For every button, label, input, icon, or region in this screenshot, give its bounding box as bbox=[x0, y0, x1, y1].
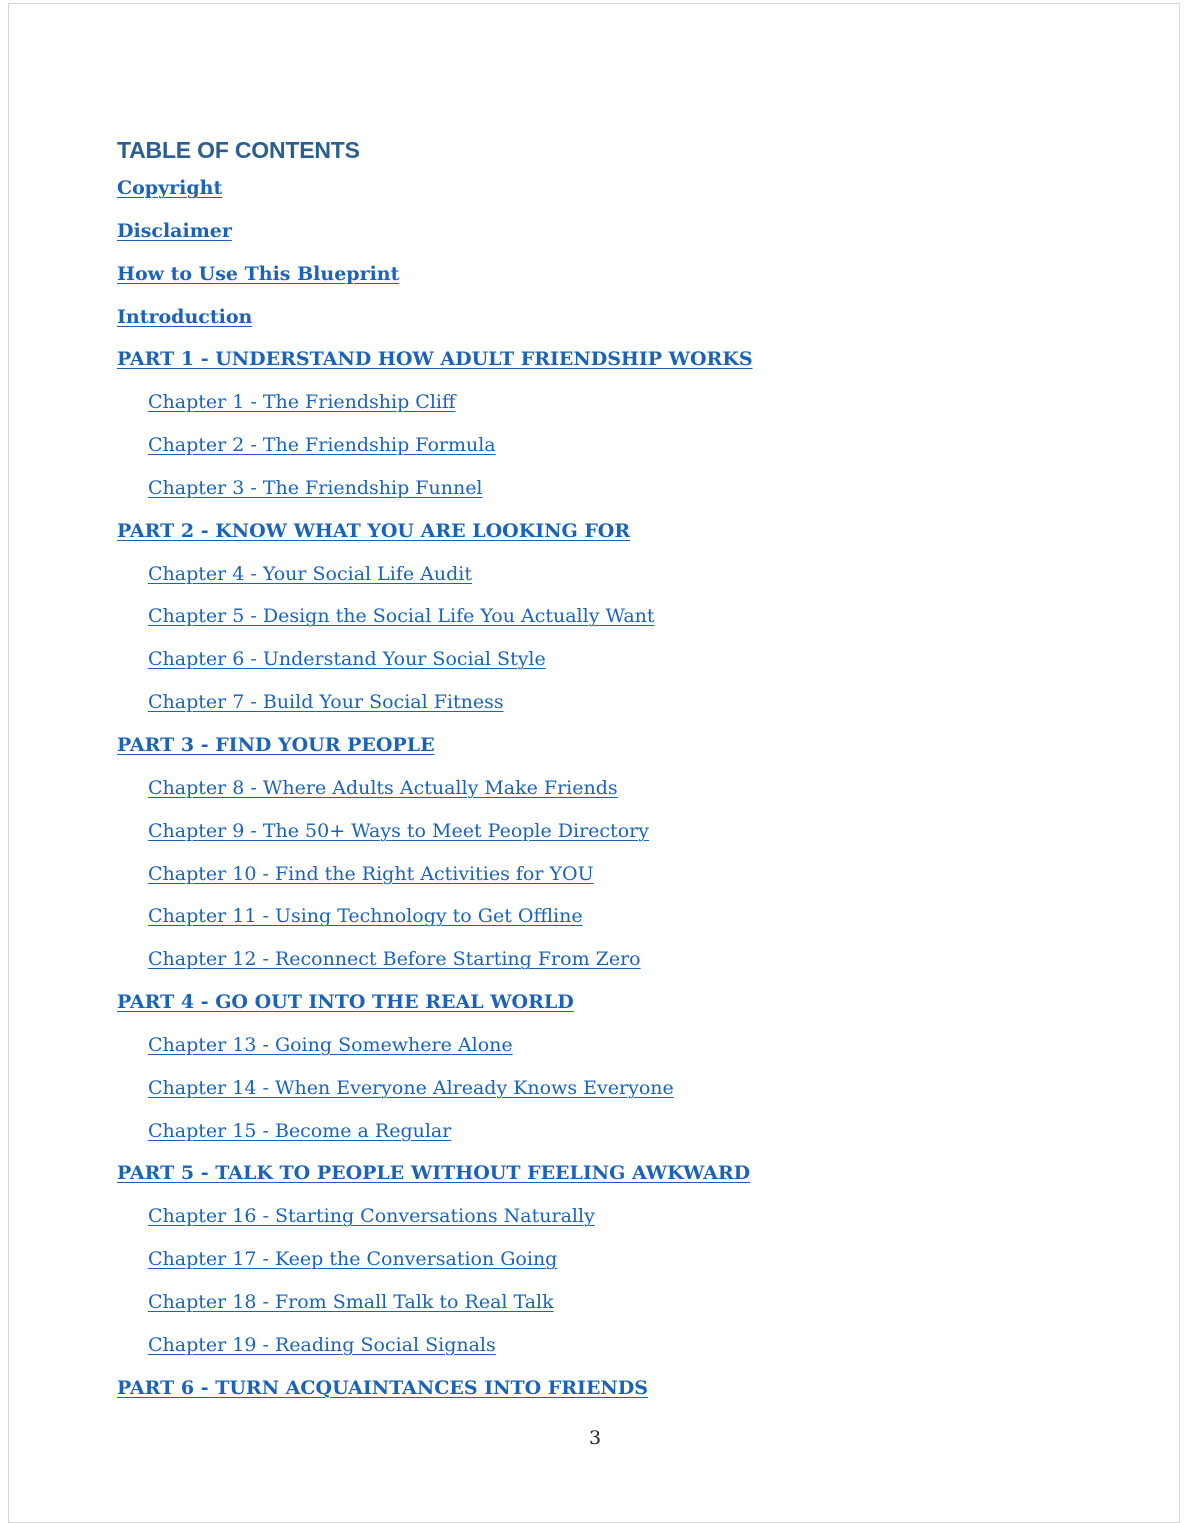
toc-chapter-link[interactable]: Chapter 19 - Reading Social Signals bbox=[148, 1333, 496, 1356]
toc-chapter-link[interactable]: Chapter 6 - Understand Your Social Style bbox=[148, 648, 546, 671]
toc-chapter-link[interactable]: Chapter 17 - Keep the Conversation Going bbox=[148, 1248, 558, 1271]
toc-part-entry bbox=[117, 216, 753, 259]
toc-chapter-link[interactable]: Chapter 3 - The Friendship Funnel bbox=[148, 476, 483, 499]
toc-part-link[interactable]: Disclaimer bbox=[117, 219, 232, 242]
toc-chapter-link[interactable]: Chapter 4 - Your Social Life Audit bbox=[148, 562, 473, 585]
toc-chapter-link[interactable]: Chapter 7 - Build Your Social Fitness bbox=[148, 691, 504, 714]
toc-chapter-entry bbox=[117, 1073, 753, 1116]
toc-part-link[interactable]: PART 4 - GO OUT INTO THE REAL WORLD bbox=[117, 991, 574, 1014]
toc-chapter-entry bbox=[117, 1244, 753, 1287]
toc-part-link[interactable]: PART 1 - UNDERSTAND HOW ADULT FRIENDSHIP WORKS bbox=[117, 348, 753, 371]
toc-chapter-link[interactable]: Chapter 18 - From Small Talk to Real Talk bbox=[148, 1290, 554, 1313]
toc-part-entry bbox=[117, 730, 753, 773]
toc-chapter-link[interactable]: Chapter 5 - Design the Social Life You Actually Want bbox=[148, 605, 655, 628]
toc-chapter-entry bbox=[117, 1330, 753, 1373]
toc-part-entry bbox=[117, 987, 753, 1030]
toc-part-link[interactable]: Copyright bbox=[117, 177, 223, 199]
toc-part-link[interactable]: Introduction bbox=[117, 305, 253, 328]
toc-part-link[interactable]: PART 6 - TURN ACQUAINTANCES INTO FRIENDS bbox=[117, 1376, 648, 1399]
toc-chapter-entry bbox=[117, 430, 753, 473]
toc-chapter-entry bbox=[117, 473, 753, 516]
toc-chapter-entry bbox=[117, 644, 753, 687]
toc-chapter-link[interactable]: Chapter 10 - Find the Right Activities for YOU bbox=[148, 862, 594, 885]
toc-chapter-entry bbox=[117, 773, 753, 816]
toc-chapter-entry bbox=[117, 901, 753, 944]
toc-chapter-link[interactable]: Chapter 16 - Starting Conversations Naturally bbox=[148, 1205, 595, 1228]
toc-chapter-link[interactable]: Chapter 15 - Become a Regular bbox=[148, 1119, 452, 1142]
toc-chapter-link[interactable]: Chapter 12 - Reconnect Before Starting From Zero bbox=[148, 948, 641, 971]
toc-chapter-link[interactable]: Chapter 11 - Using Technology to Get Offline bbox=[148, 905, 583, 928]
toc-chapter-entry bbox=[117, 816, 753, 859]
toc-title: TABLE OF CONTENTS bbox=[117, 137, 360, 163]
toc-part-link[interactable]: PART 2 - KNOW WHAT YOU ARE LOOKING FOR bbox=[117, 519, 631, 542]
toc-part-entry bbox=[117, 259, 753, 302]
toc-part-link[interactable]: PART 5 - TALK TO PEOPLE WITHOUT FEELING AWKWARD bbox=[117, 1162, 751, 1185]
toc-chapter-link[interactable]: Chapter 2 - The Friendship Formula bbox=[148, 434, 496, 457]
toc-chapter-entry bbox=[117, 944, 753, 987]
toc-part-entry bbox=[117, 173, 753, 216]
toc-list bbox=[117, 173, 753, 1415]
toc-chapter-entry bbox=[117, 1116, 753, 1159]
toc-chapter-entry bbox=[117, 1201, 753, 1244]
toc-chapter-entry bbox=[117, 601, 753, 644]
toc-chapter-link[interactable]: Chapter 8 - Where Adults Actually Make Friends bbox=[148, 776, 618, 799]
toc-part-link[interactable]: PART 3 - FIND YOUR PEOPLE bbox=[117, 733, 435, 756]
document-page bbox=[8, 3, 1180, 1523]
toc-chapter-entry bbox=[117, 1287, 753, 1330]
page-number: 3 bbox=[588, 1427, 602, 1449]
toc-chapter-link[interactable]: Chapter 1 - The Friendship Cliff bbox=[148, 391, 456, 414]
toc-part-link[interactable]: How to Use This Blueprint bbox=[117, 262, 400, 285]
toc-chapter-entry bbox=[117, 687, 753, 730]
toc-chapter-entry bbox=[117, 1030, 753, 1073]
toc-part-entry bbox=[117, 302, 753, 345]
toc-chapter-entry bbox=[117, 387, 753, 430]
toc-chapter-entry bbox=[117, 559, 753, 602]
toc-chapter-link[interactable]: Chapter 13 - Going Somewhere Alone bbox=[148, 1033, 513, 1056]
toc-chapter-entry bbox=[117, 859, 753, 902]
toc-chapter-link[interactable]: Chapter 14 - When Everyone Already Knows Everyone bbox=[148, 1076, 674, 1099]
toc-part-entry bbox=[117, 1158, 753, 1201]
toc-part-entry bbox=[117, 344, 753, 387]
toc-part-entry bbox=[117, 516, 753, 559]
toc-part-entry bbox=[117, 1373, 753, 1416]
toc-chapter-link[interactable]: Chapter 9 - The 50+ Ways to Meet People Directory bbox=[148, 819, 649, 842]
